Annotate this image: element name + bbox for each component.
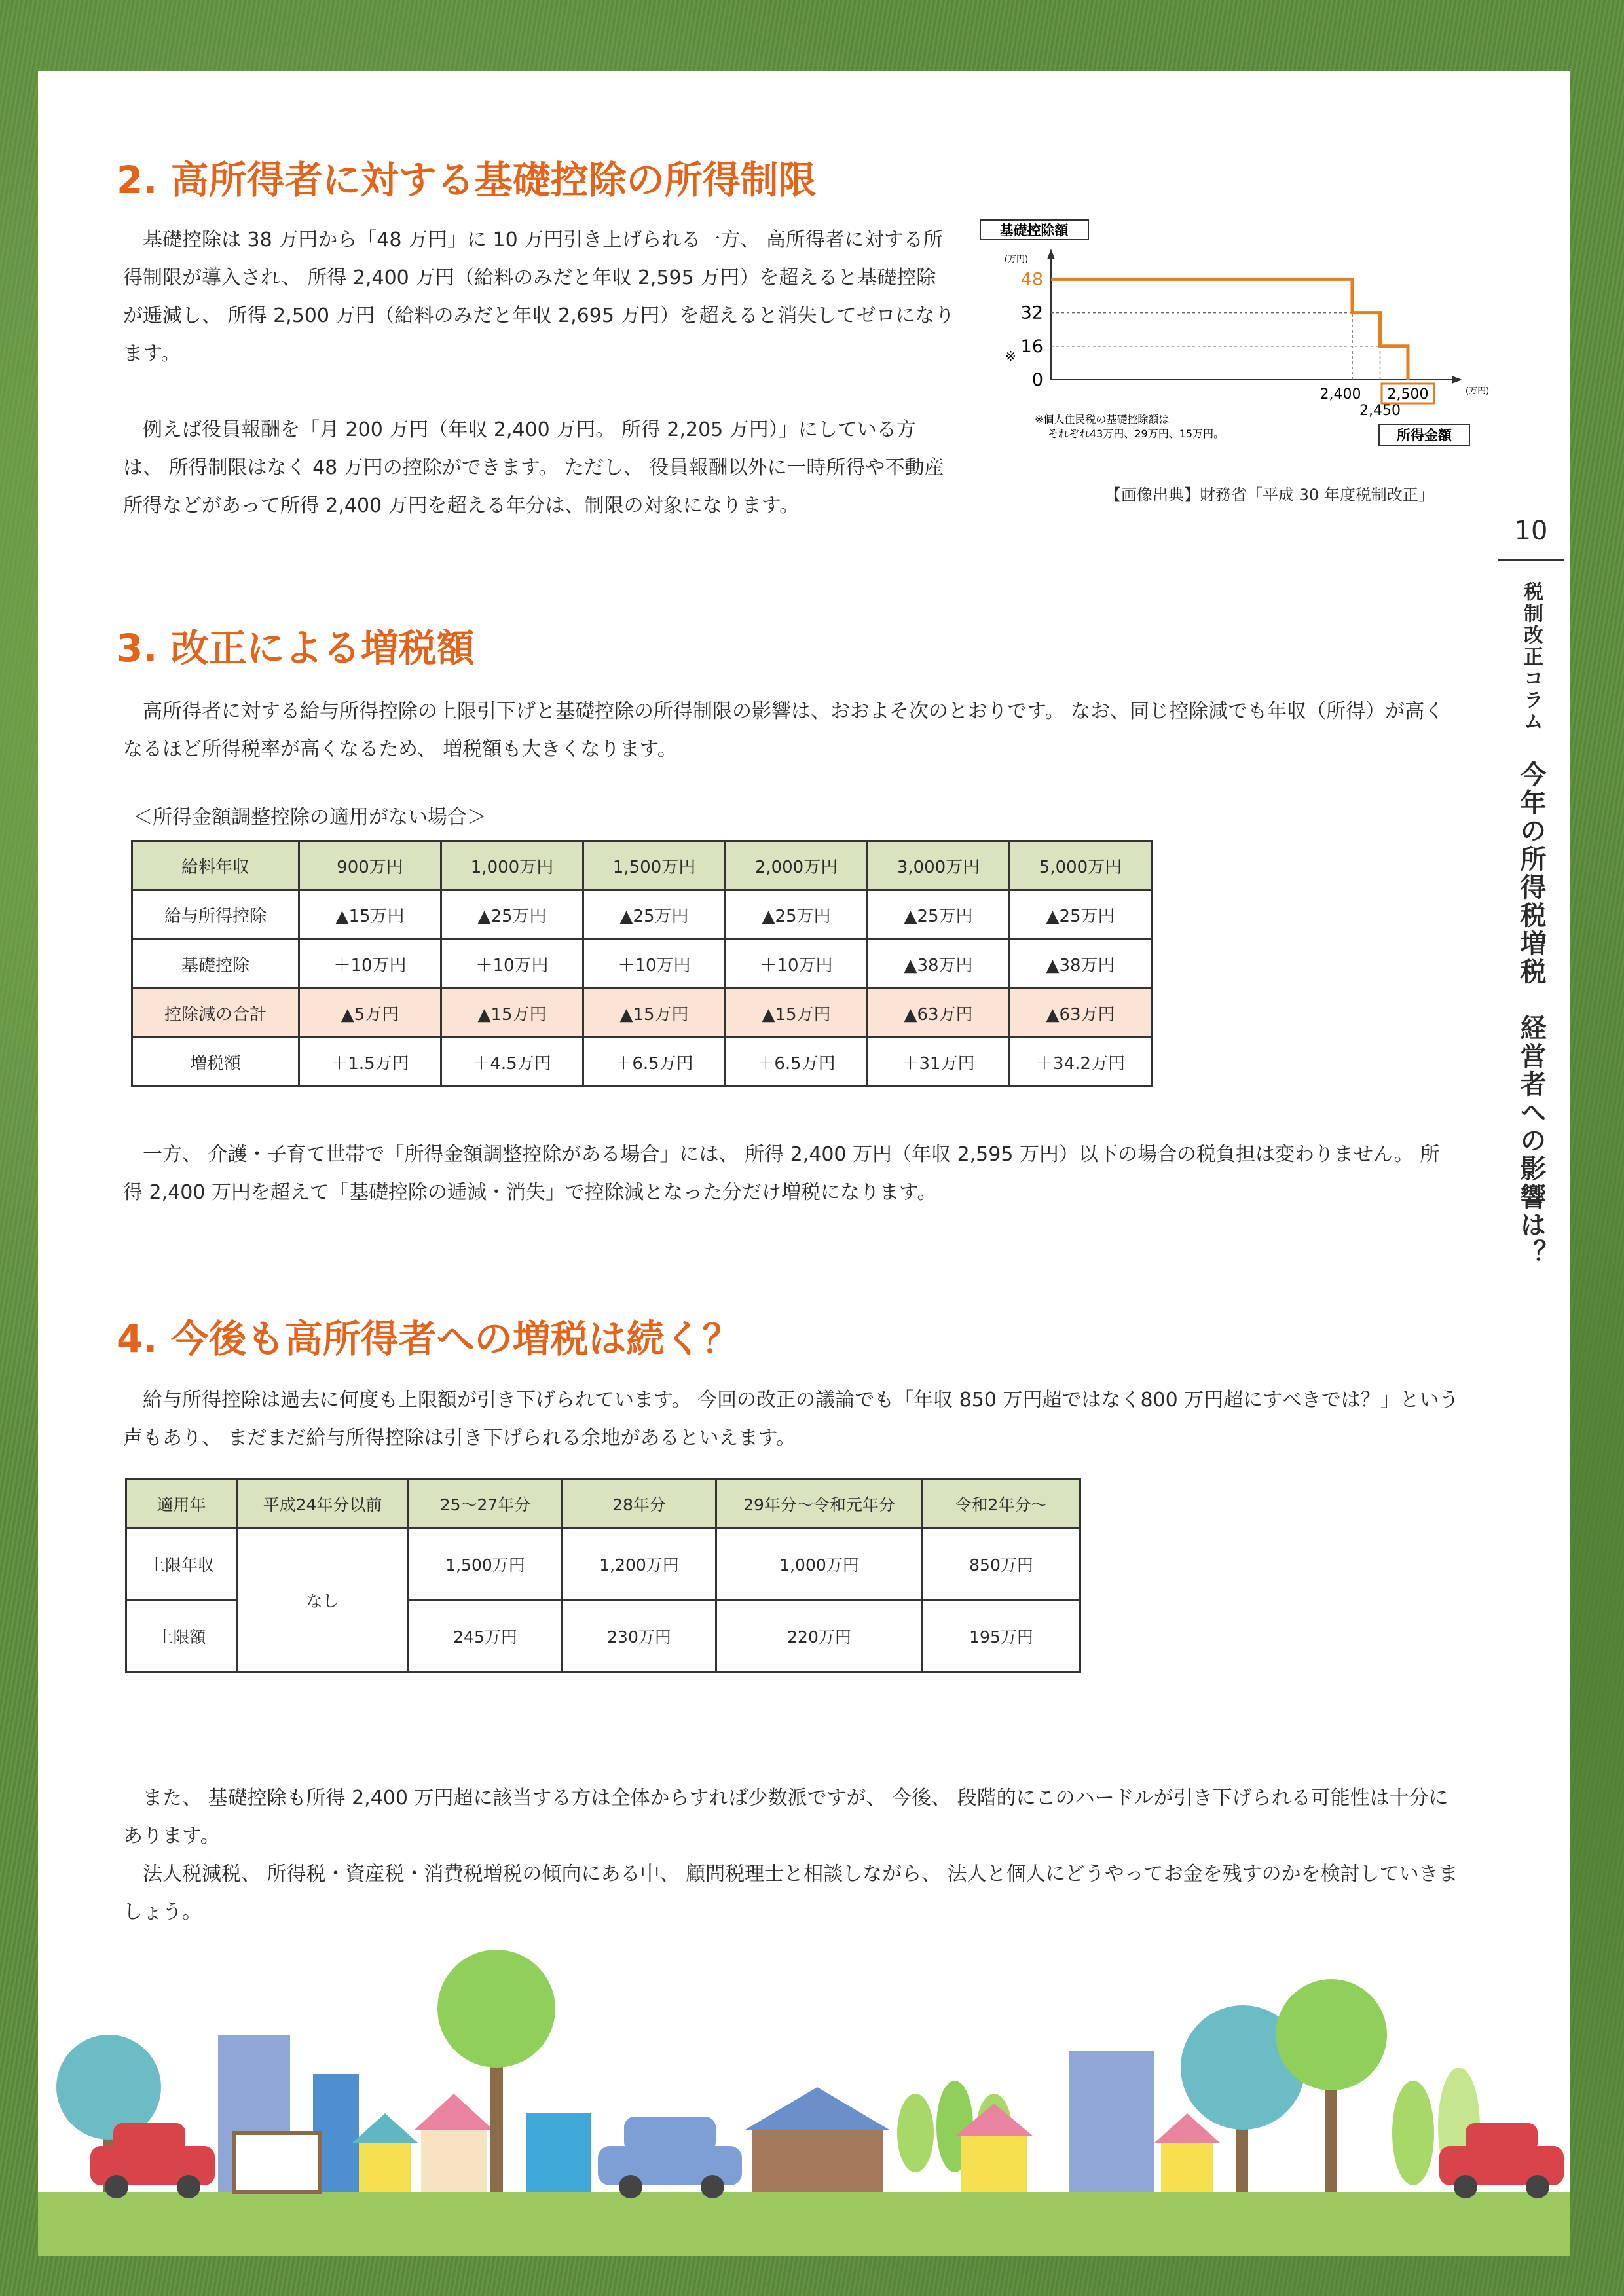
chart-y-arrow — [1047, 249, 1055, 259]
section4-paragraph-1: 給与所得控除は過去に何度も上限額が引き下げられています。 今回の改正の議論でも「年収 850 万円超ではなく800 万円超にすべきでは？」という声もあり、 まだまだ給与所得控除は引き下げられる余地があるといえます。 — [123, 1389, 1459, 1449]
chart-y-tick: 16 — [1020, 336, 1043, 357]
house-icon — [352, 2113, 418, 2192]
cap-header-cell: 29年分～令和元年分 — [716, 1480, 923, 1528]
section4-heading: 4. 今後も高所得者への増税は続く？ — [117, 1317, 741, 1361]
image-credit: 【画像出典】財務省「平成 30 年度税制改正」 — [1105, 486, 1434, 504]
table-header-row — [132, 841, 1152, 890]
house-icon — [415, 2094, 493, 2192]
cap-cell: 220万円 — [716, 1600, 923, 1672]
table-cell: ▲38万円 — [1010, 939, 1152, 989]
cap-none-cell: なし — [237, 1528, 409, 1672]
table-cell: ▲25万円 — [583, 890, 726, 939]
cap-cell: 1,200万円 — [563, 1528, 716, 1600]
table-cell: ＋34.2万円 — [1010, 1038, 1152, 1087]
table-cell: ＋31万円 — [868, 1038, 1010, 1087]
chart-x-tick: 2,450 — [1359, 403, 1401, 419]
section3-heading: 3. 改正による増税額 — [117, 626, 475, 670]
table-cell: ▲25万円 — [726, 890, 868, 939]
cap-row-income — [126, 1528, 1080, 1600]
town-illustration — [38, 1917, 1570, 2256]
table-cell: 3,000万円 — [868, 841, 1010, 890]
table-cell: ▲5万円 — [299, 989, 441, 1038]
vertical-title — [1515, 581, 1547, 1267]
table-row — [132, 1038, 1152, 1087]
cap-cell: 245万円 — [409, 1600, 563, 1672]
column-title: 今年の所得税増税 経営者への影響は？ — [1516, 761, 1546, 1267]
section2-body — [123, 221, 955, 525]
table-row — [132, 890, 1152, 939]
table-row — [132, 939, 1152, 989]
row-label: 給与所得控除 — [132, 890, 299, 939]
cap-header-cell: 令和2年分～ — [923, 1480, 1080, 1528]
cap-table-header — [126, 1480, 1080, 1528]
chart-xlabel: 所得金額 — [1397, 428, 1452, 443]
page-number-rule — [1498, 559, 1564, 561]
table-cell: ＋6.5万円 — [583, 1038, 726, 1087]
section4-paragraph-2: また、 基礎控除も所得 2,400 万円超に該当する方は全体からすれば少数派ですが、 今後、 段階的にこのハードルが引き下げられる可能性は十分にあります。 — [123, 1787, 1449, 1848]
grass-strip — [38, 2192, 1570, 2256]
house-icon — [1154, 2113, 1220, 2192]
shop-icon — [234, 2133, 320, 2192]
table-cell: ▲15万円 — [583, 989, 726, 1038]
chart-y-tick: 48 — [1020, 269, 1043, 290]
cap-header-cell: 平成24年分以前 — [237, 1480, 409, 1528]
cap-cell: 195万円 — [923, 1600, 1080, 1672]
table-cell: ▲25万円 — [441, 890, 583, 939]
chart-y-unit: (万円) — [1004, 255, 1029, 264]
table-cell: ＋10万円 — [299, 939, 441, 989]
tax-increase-table — [131, 840, 1153, 1087]
table-cell: ＋4.5万円 — [441, 1038, 583, 1087]
section2-paragraph-1: 基礎控除は 38 万円から「48 万円」に 10 万円引き上げられる一方、 高所得者に対する所得制限が導入され、 所得 2,400 万円（給料のみだと年収 2,595 万円）を超えると基礎控除が逓減し、 所得 2,500 万円（給料のみだと年収 2,695 万円）を超えると消失してゼロになります。 — [123, 228, 955, 365]
cap-cell: 1,000万円 — [716, 1528, 923, 1600]
house-icon — [745, 2087, 889, 2192]
cap-header-cell: 28年分 — [563, 1480, 716, 1528]
table-cell: ＋6.5万円 — [726, 1038, 868, 1087]
table-cell: ▲15万円 — [726, 989, 868, 1038]
table-cell: 2,000万円 — [726, 841, 868, 890]
chart-y-tick: 32 — [1020, 302, 1043, 323]
table-cell: ▲63万円 — [868, 989, 1010, 1038]
table-cell: ＋10万円 — [583, 939, 726, 989]
cap-cell: 1,500万円 — [409, 1528, 563, 1600]
table-cell: ▲15万円 — [299, 890, 441, 939]
chart-note-line-1: ※個人住民税の基礎控除額は — [1035, 413, 1170, 426]
basic-deduction-chart — [974, 210, 1498, 465]
table-cell: ▲25万円 — [868, 890, 1010, 939]
chart-note-line-2: それぞれ43万円、29万円、15万円。 — [1048, 428, 1225, 440]
row-label: 控除減の合計 — [132, 989, 299, 1038]
building-icon — [1069, 2051, 1154, 2192]
cap-row-label: 上限額 — [126, 1600, 237, 1672]
section2-heading: 2. 高所得者に対する基礎控除の所得制限 — [117, 158, 817, 202]
chart-asterisk: ※ — [1005, 348, 1016, 364]
table-cell: ▲15万円 — [441, 989, 583, 1038]
car-icon — [598, 2117, 742, 2198]
section4-body-2 — [123, 1779, 1459, 1931]
cap-header-cell: 25～27年分 — [409, 1480, 563, 1528]
table-cell: ＋10万円 — [441, 939, 583, 989]
building-icon — [526, 2113, 591, 2192]
table-cell: ▲38万円 — [868, 939, 1010, 989]
table-cell: 900万円 — [299, 841, 441, 890]
table-cell: 1,000万円 — [441, 841, 583, 890]
cap-cell: 230万円 — [563, 1600, 716, 1672]
section3-body — [123, 693, 1459, 769]
chart-x-unit: (万円) — [1466, 386, 1490, 396]
table-cell: ▲25万円 — [1010, 890, 1152, 939]
row-label: 基礎控除 — [132, 939, 299, 989]
section4-paragraph-3: 法人税減税、 所得税・資産税・消費税増税の傾向にある中、 顧問税理士と相談しながら、 法人と個人にどうやってお金を残すのかを検討していきましょう。 — [123, 1863, 1458, 1923]
section3-paragraph-2: 一方、 介護・子育て世帯で「所得金額調整控除がある場合」には、 所得 2,400 万円（年収 2,595 万円）以下の場合の税負担は変わりません。 所得 2,400 万円を超えて「基礎控除の逓減・消失」で控除減となった分だけ増税になります。 — [123, 1143, 1440, 1204]
section3-body-2 — [123, 1136, 1459, 1212]
chart-y-tick: 0 — [1031, 370, 1043, 390]
chart-title: 基礎控除額 — [999, 223, 1069, 238]
table-row — [132, 989, 1152, 1038]
section2-paragraph-2: 例えば役員報酬を「月 200 万円（年収 2,400 万円。 所得 2,205 万円）」にしている方は、 所得制限はなく 48 万円の控除ができます。 ただし、 役員報酬以外に一時所得や不動産所得などがあって所得 2,400 万円を超える年分は、制限の対象になります。 — [123, 418, 944, 517]
section3-paragraph-1: 高所得者に対する給与所得控除の上限引下げと基礎控除の所得制限の影響は、おおよそ次のとおりです。 なお、同じ控除減でも年収（所得）が高くなるほど所得税率が高くなるため、 増税額も大きくなります。 — [123, 700, 1445, 761]
page-number: 10 — [1514, 516, 1548, 546]
cap-header-cell: 適用年 — [126, 1480, 237, 1528]
chart-x-tick: 2,400 — [1320, 386, 1361, 403]
row-label: 増税額 — [132, 1038, 299, 1087]
column-label: 税制改正コラム — [1520, 581, 1543, 733]
chart-x-arrow — [1452, 376, 1462, 384]
chart-x-tick: 2,500 — [1387, 386, 1429, 403]
table-cell: ＋10万円 — [726, 939, 868, 989]
table-cell: 1,500万円 — [583, 841, 726, 890]
chart-step-series — [1051, 279, 1408, 380]
cap-row-label: 上限年収 — [126, 1528, 237, 1600]
table1-caption: ＜所得金額調整控除の適用がない場合＞ — [133, 806, 487, 829]
cap-cell: 850万円 — [923, 1528, 1080, 1600]
row-label: 給料年収 — [132, 841, 299, 890]
table-cell: ＋1.5万円 — [299, 1038, 441, 1087]
salary-deduction-cap-table — [125, 1478, 1081, 1673]
table-cell: ▲63万円 — [1010, 989, 1152, 1038]
section4-body — [123, 1381, 1466, 1457]
table-cell: 5,000万円 — [1010, 841, 1152, 890]
page-sheet — [38, 71, 1570, 2256]
